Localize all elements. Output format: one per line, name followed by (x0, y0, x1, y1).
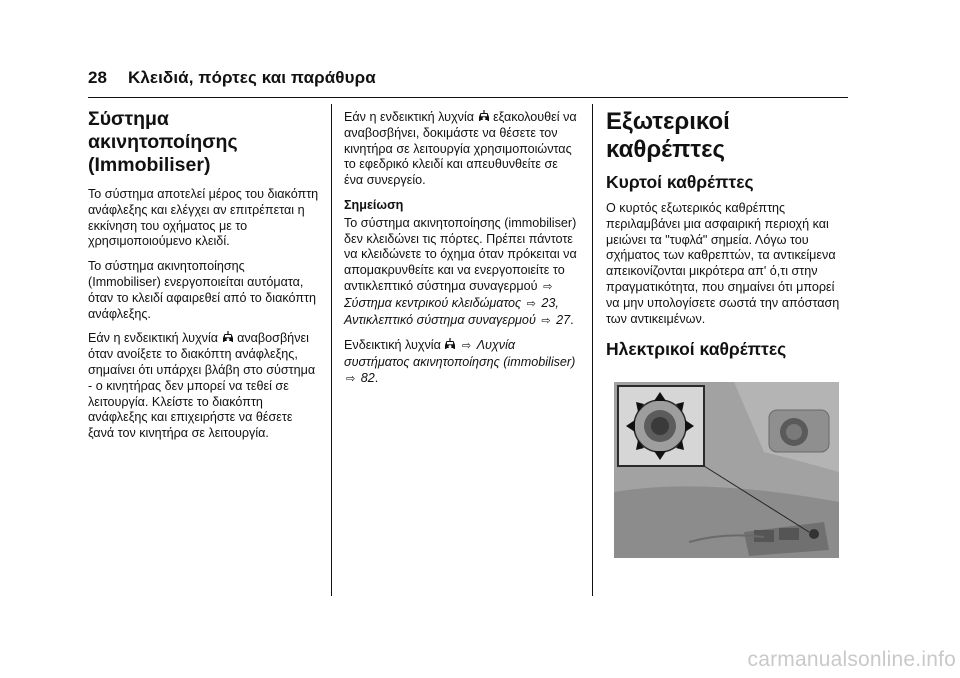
header-rule (88, 97, 848, 98)
paragraph (88, 331, 320, 442)
watermark: carmanualsonline.info (747, 648, 956, 671)
paragraph: Το σύστημα ακινητοποίησης (Immobiliser) ενεργοποιείται αυτόματα, όταν το κλειδί αφαιρεθεί από το διακόπτη ανάφλεξης. (88, 259, 317, 321)
note-label: Σημείωση (344, 197, 404, 212)
mirror-switch-image (614, 382, 839, 558)
paragraph: Το σύστημα αποτελεί μέρος του διακόπτη ανάφλεξης και ελέγχει αν επιτρέπεται η εκκίνηση του οχήματος με το χρησιμοποιούμενο κλειδί. (88, 187, 319, 249)
section-heading-immobiliser (88, 108, 320, 177)
mirror-control-illustration (614, 382, 839, 558)
column-mirrors (606, 108, 844, 368)
page-header (88, 68, 848, 92)
immobiliser-car-key-icon (444, 338, 456, 351)
paragraph: Ο κυρτός εξωτερικός καθρέπτης περιλαμβάνει μια ασφαιρική περιοχή και μειώνει τα "τυφλά" σημεία. Λόγω του σχήματος των καθρεπτών, τα αντικείμενα απεικονίζονται μικρότερα απ' ό,τι στην πραγματικότητα, που σημαίνει ότι μπορεί να μην υπολογίσετε σωστά την απόσταση των αντικειμένων. (606, 201, 840, 326)
punctuation: . (570, 312, 574, 327)
paragraph-text: Εάν η ενδεικτική λυχνία (344, 110, 475, 124)
chapter-title: Κλειδιά, πόρτες και παράθυρα (128, 68, 376, 87)
xref-anti-theft-alarm[interactable]: Αντικλεπτικό σύστημα συναγερμού (344, 312, 536, 327)
xref-immobiliser-lamp[interactable]: Λυχνία συστήματος ακινητοποίησης (immobiliser) (344, 338, 576, 370)
punctuation: . (374, 370, 379, 385)
heading-line: Σύστημα ακινητοποίησης (88, 108, 238, 153)
subheading-convex-mirrors: Κυρτοί καθρέπτες (606, 172, 754, 192)
page-number: 28 (88, 68, 108, 87)
column-immobiliser (88, 108, 320, 451)
column-divider (331, 104, 332, 596)
cross-reference-arrow-icon: ⇨ (526, 297, 536, 310)
section-heading-exterior-mirrors: Εξωτερικοί καθρέπτες (606, 108, 730, 163)
cross-reference-arrow-icon: ⇨ (541, 314, 551, 327)
column-divider (592, 104, 593, 596)
cross-reference-arrow-icon: ⇨ (346, 372, 356, 385)
subheading-electric-mirrors: Ηλεκτρικοί καθρέπτες (606, 339, 787, 360)
immobiliser-car-key-icon (222, 331, 234, 344)
immobiliser-car-key-icon (478, 110, 490, 123)
paragraph-text: Εάν η ενδεικτική λυχνία (88, 331, 219, 346)
paragraph (344, 110, 580, 189)
note-text: Το σύστημα ακινητοποίησης (immobiliser) δεν κλειδώνει τις πόρτες. Πρέπει πάντοτε να κλειδώνετε το όχημα όταν πρόκειται να απομακρυνθείτε και να ενεργοποιείτε το αντικλεπτικό σύστημα συναγερμού (344, 215, 577, 293)
xref-page[interactable]: 23 (541, 295, 556, 310)
paragraph-text: Ενδεικτική λυχνία (344, 338, 441, 353)
punctuation: , (555, 295, 559, 310)
xref-central-locking[interactable]: Σύστημα κεντρικού κλειδώματος (344, 295, 522, 310)
cross-reference-arrow-icon: ⇨ (543, 280, 553, 293)
xref-page[interactable]: 82 (360, 370, 375, 385)
paragraph-text: αναβοσβήνει όταν ανοίξετε το διακόπτη ανάφλεξης, σημαίνει ότι υπάρχει βλάβη στο σύστημα - ο κινητήρας δεν μπορεί να τεθεί σε λειτουργία. Κλείστε το διακόπτη ανάφλεξης και επιχειρήστε να θέσετε ξανά τον κινητήρα σε λειτουργία. (88, 331, 316, 441)
heading-line: (Immobiliser) (88, 154, 211, 176)
xref-page[interactable]: 27 (556, 312, 571, 327)
paragraph (344, 338, 580, 387)
paragraph-text: εξακολουθεί να αναβοσβήνει, δοκιμάστε να θέσετε τον κινητήρα σε λειτουργία χρησιμοποιώντας το εφεδρικό κλειδί και απευθυνθείτε σε ένα συνεργείο. (344, 110, 577, 188)
note-paragraph (344, 216, 580, 330)
column-immobiliser-cont (344, 110, 580, 397)
cross-reference-arrow-icon: ⇨ (461, 340, 472, 353)
